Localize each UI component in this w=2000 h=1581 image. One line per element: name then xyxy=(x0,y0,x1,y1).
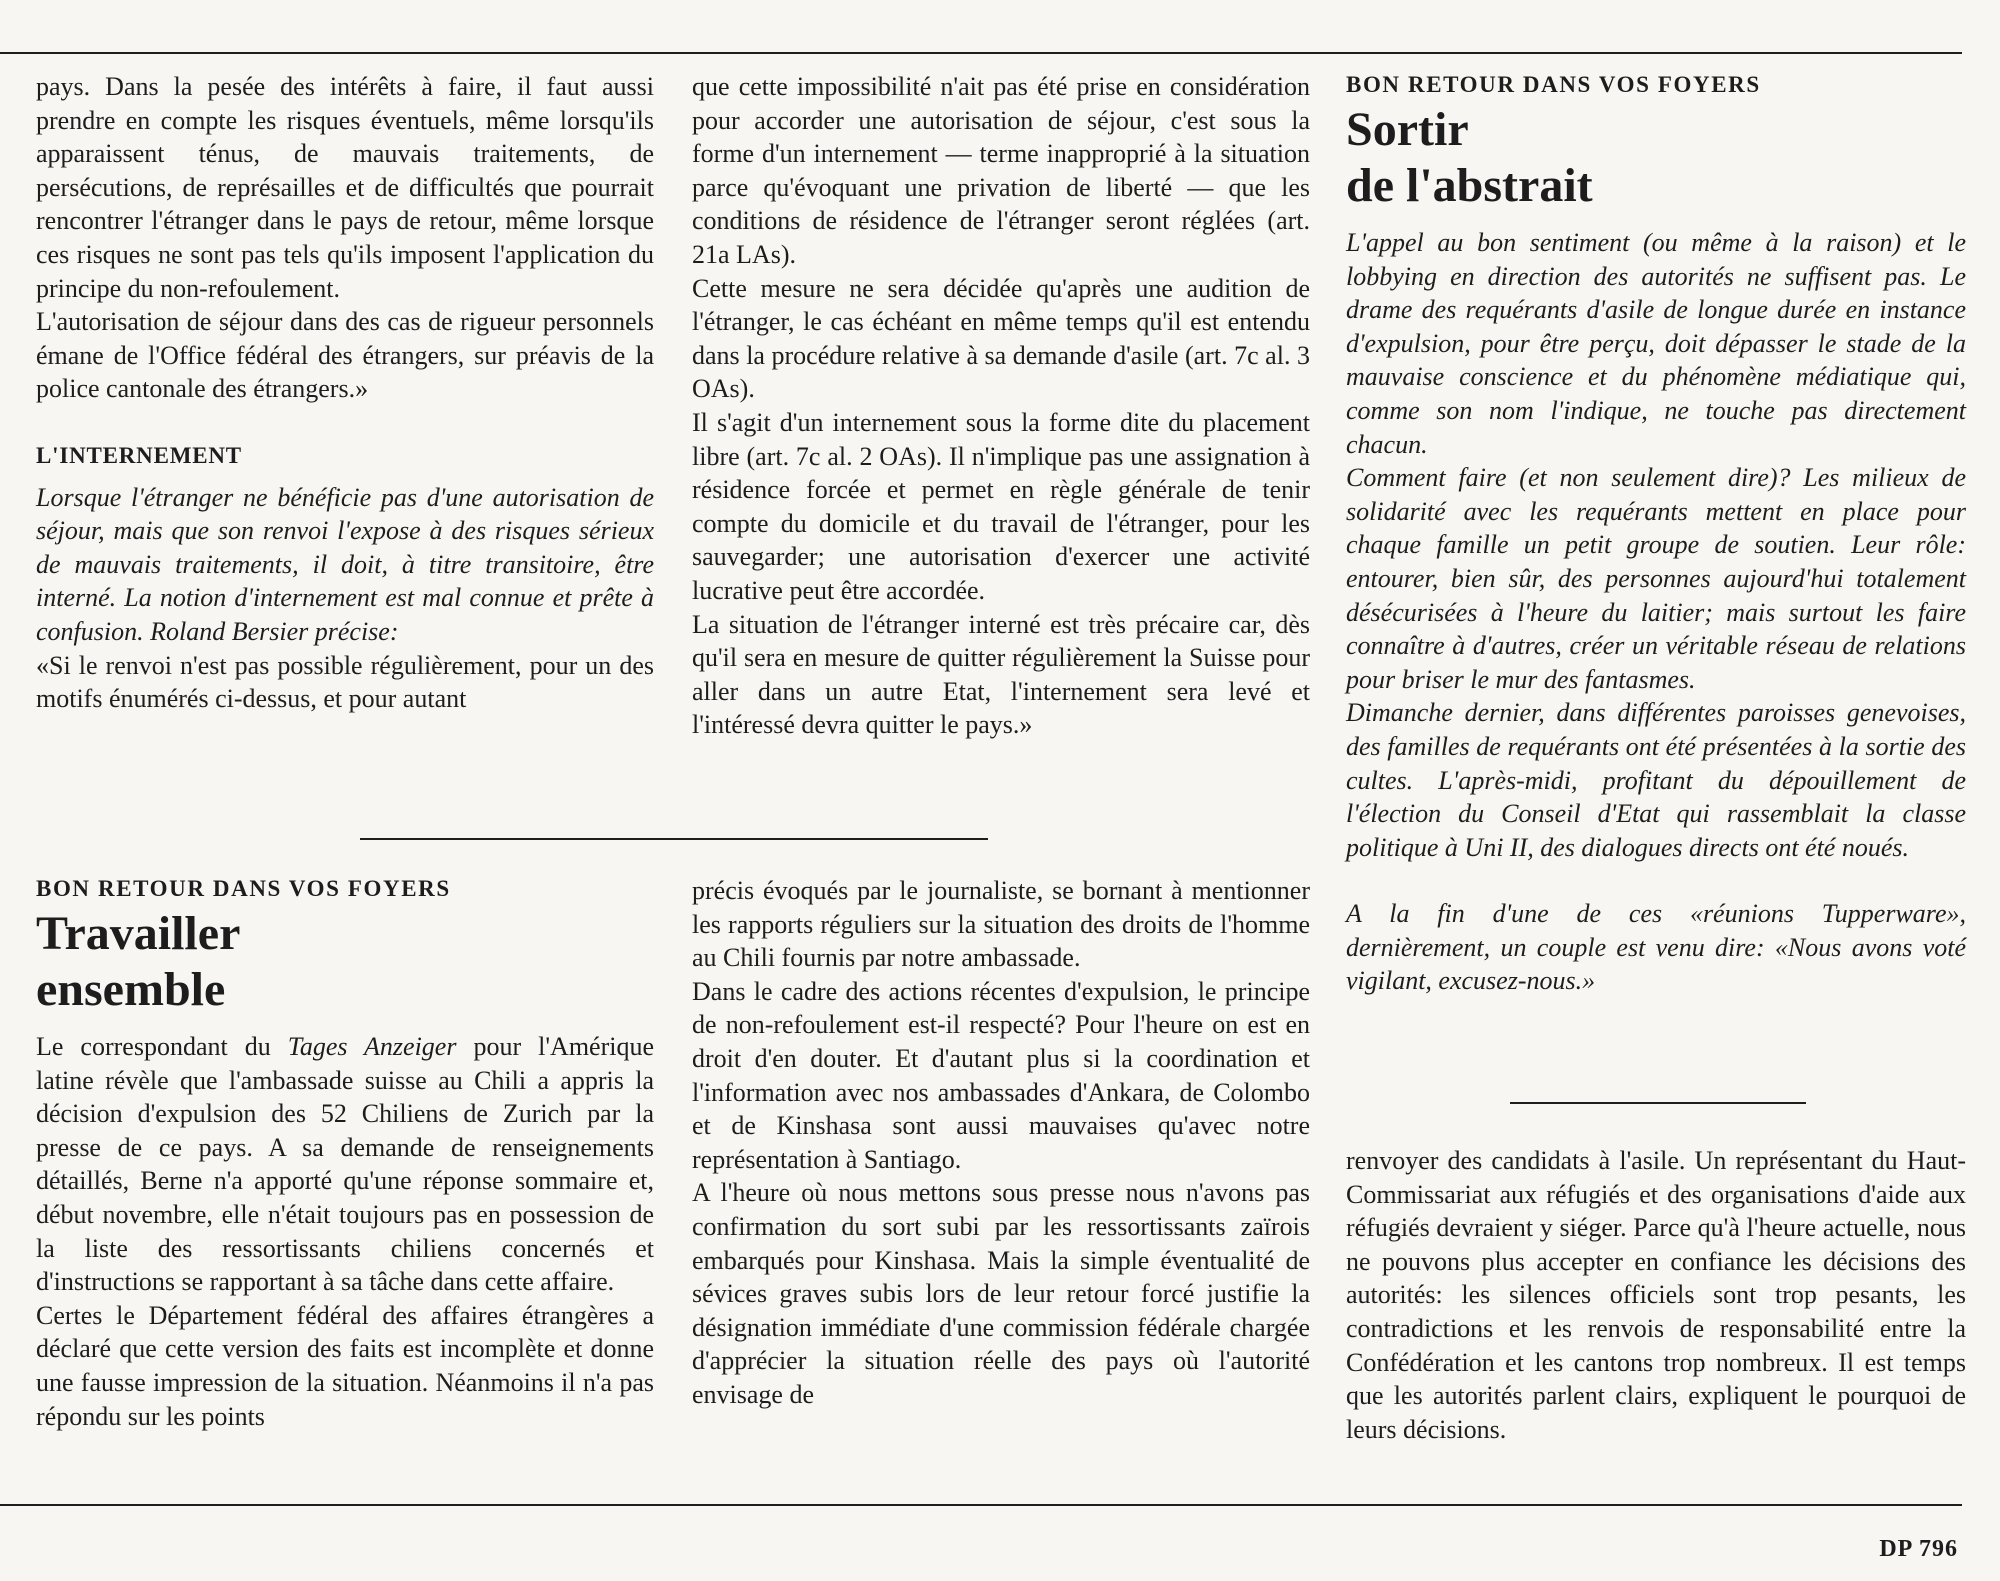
article-headline xyxy=(36,906,654,1018)
article-sortir-de-labstrait xyxy=(1346,70,1966,998)
text-run: pour l'Amérique latine révèle que l'ambassade suisse au Chili a appris la décision d'expulsion des 52 Chiliens de Zurich par la presse de ce pays. A sa demande de renseignements détaillés, Berne n'a apporté qu'une réponse sommaire et, début novembre, elle n'était toujours pas en possession de la liste des ressortissants chiliens concernés et d'instructions se rapportant à sa tâche dans cette affaire. xyxy=(36,1032,655,1297)
article-travailler-ensemble xyxy=(36,874,654,1433)
page-number: DP 796 xyxy=(1879,1536,1958,1562)
article-kicker: BON RETOUR DANS VOS FOYERS xyxy=(1346,72,1761,97)
column-2-top xyxy=(692,70,1310,742)
article-travailler-ensemble-continued xyxy=(692,874,1310,1412)
headline-line-1: Sortir xyxy=(1346,103,1469,156)
section-divider-left xyxy=(360,838,988,840)
paragraph: A la fin d'une de ces «réunions Tupperware», dernièrement, un couple est venu dire: «Nous avons voté vigilant, excusez-nous.» xyxy=(1346,899,1966,996)
paragraph: L'autorisation de séjour dans des cas de rigueur personnels émane de l'Office fédéral des étrangers, sur préavis de la police cantonale des étrangers.» xyxy=(36,307,654,404)
paragraph: Il s'agit d'un internement sous la forme dite du placement libre (art. 7c al. 2 OAs). Il n'implique pas une assignation à résidence forcée et permet en règle générale de tenir compte du domicile et du travail de l'étranger, pour les sauvegarder; une autorisation d'exercer une activité lucrative peut être accordée. xyxy=(692,407,1310,605)
text-run: Le correspondant du xyxy=(36,1032,288,1061)
paragraph: que cette impossibilité n'ait pas été prise en considération pour accorder une autorisation de séjour, c'est sous la forme d'un internement — terme inapproprié à la situation parce qu'évoquant une privation de liberté — que les conditions de résidence de l'étranger seront réglées (art. 21a LAs). xyxy=(692,72,1310,269)
paragraph: Comment faire (et non seulement dire)? Les milieux de solidarité avec les requérants mettent en place pour chaque famille un petit groupe de soutien. Leur rôle: entourer, bien sûr, des personnes aujourd'hui totalement désécurisées à l'heure du laitier; mais surtout les faire connaître à d'autres, créer un véritable réseau de relations pour briser le mur des fantasmes. xyxy=(1346,463,1966,694)
top-rule xyxy=(0,52,1962,54)
paragraph: L'appel au bon sentiment (ou même à la raison) et le lobbying en direction des autorités ne suffisent pas. Le drame des requérants d'asile de longue durée en instance d'expulsion, pour être perçu, doit dépasser le stade de la mauvaise conscience et du phénomène médiatique qui, comme son nom l'indique, ne touche pas directement chacun. xyxy=(1346,228,1966,459)
paragraph: Dimanche dernier, dans différentes paroisses genevoises, des familles de requérants ont été présentées à la sortie des cultes. L'après-midi, profitant du dépouillement de l'élection du Conseil d'Etat qui rassemblait la classe politique à Uni II, des dialogues directs ont été noués. xyxy=(1346,698,1966,862)
newspaper-name: Tages Anzeiger xyxy=(287,1032,457,1061)
paragraph: Certes le Département fédéral des affaires étrangères a déclaré que cette version des faits est incomplète et donne une fausse impression de la situation. Néanmoins il n'a pas répondu sur les points xyxy=(36,1300,654,1431)
paragraph: La situation de l'étranger interné est très précaire car, dès qu'il sera en mesure de quitter régulièrement la Suisse pour aller dans un autre Etat, l'internement sera levé et l'intéressé devra quitter le pays.» xyxy=(692,609,1310,740)
section-subhead: L'INTERNEMENT xyxy=(36,442,242,468)
article-headline xyxy=(1346,102,1966,214)
paragraph: «Si le renvoi n'est pas possible régulièrement, pour un des motifs énumérés ci-dessus, et pour autant xyxy=(36,650,654,714)
column-3-bottom xyxy=(1346,1144,1966,1446)
paragraph: pays. Dans la pesée des intérêts à faire, il faut aussi prendre en compte les risques éventuels, même lorsqu'ils apparaissent ténus, de mauvais traitements, de persécutions, de représailles et de difficultés que pourrait rencontrer l'étranger dans le pays de retour, même lorsque ces risques ne sont pas tels qu'ils imposent l'application du principe du non-refoulement. xyxy=(36,72,654,303)
bottom-rule xyxy=(0,1504,1962,1506)
paragraph-intro: Lorsque l'étranger ne bénéficie pas d'une autorisation de séjour, mais que son renvoi l'expose à des risques sérieux de mauvais traitements, il doit, à titre transitoire, être interné. La notion d'internement est mal connue et prête à confusion. Roland Bersier précise: xyxy=(36,482,654,646)
section-divider-right xyxy=(1510,1102,1806,1104)
paragraph: Cette mesure ne sera décidée qu'après une audition de l'étranger, le cas échéant en même temps qu'il est entendu dans la procédure relative à sa demande d'asile (art. 7c al. 3 OAs). xyxy=(692,273,1310,404)
headline-line-2: ensemble xyxy=(36,963,226,1016)
paragraph: Dans le cadre des actions récentes d'expulsion, le principe de non-refoulement est-il respecté? Pour l'heure on est en droit d'en douter. Et d'autant plus si la coordination et l'information avec nos ambassades d'Ankara, de Colombo et de Kinshasa sont aussi mauvaises qu'avec notre représentation à Santiago. xyxy=(692,976,1310,1174)
headline-line-1: Travailler xyxy=(36,907,241,960)
paragraph xyxy=(36,1030,654,1299)
paragraph: A l'heure où nous mettons sous presse nous n'avons pas confirmation du sort subi par les ressortissants zaïrois embarqués pour Kinshasa. Mais la simple éventualité de sévices graves subis lors de leur retour forcé justifie la désignation immédiate d'une commission fédérale chargée d'apprécier la situation réelle des pays où l'autorité envisage de xyxy=(692,1178,1310,1409)
paragraph: précis évoqués par le journaliste, se bornant à mentionner les rapports réguliers sur la situation des droits de l'homme au Chili fournis par notre ambassade. xyxy=(692,876,1310,973)
article-kicker: BON RETOUR DANS VOS FOYERS xyxy=(36,876,451,901)
headline-line-2: de l'abstrait xyxy=(1346,159,1593,212)
paragraph: renvoyer des candidats à l'asile. Un représentant du Haut-Commissariat aux réfugiés et des organisations d'aide aux réfugiés devraient y siéger. Parce qu'à l'heure actuelle, nous ne pouvons plus accepter en confiance les décisions des autorités: les silences officiels sont trop pesants, les contradictions et les renvois de responsabilité entre la Confédération et les cantons trop nombreux. Il est temps que les autorités parlent clairs, expliquent le pourquoi de leurs décisions. xyxy=(1346,1146,1966,1444)
column-1-top xyxy=(36,70,654,716)
